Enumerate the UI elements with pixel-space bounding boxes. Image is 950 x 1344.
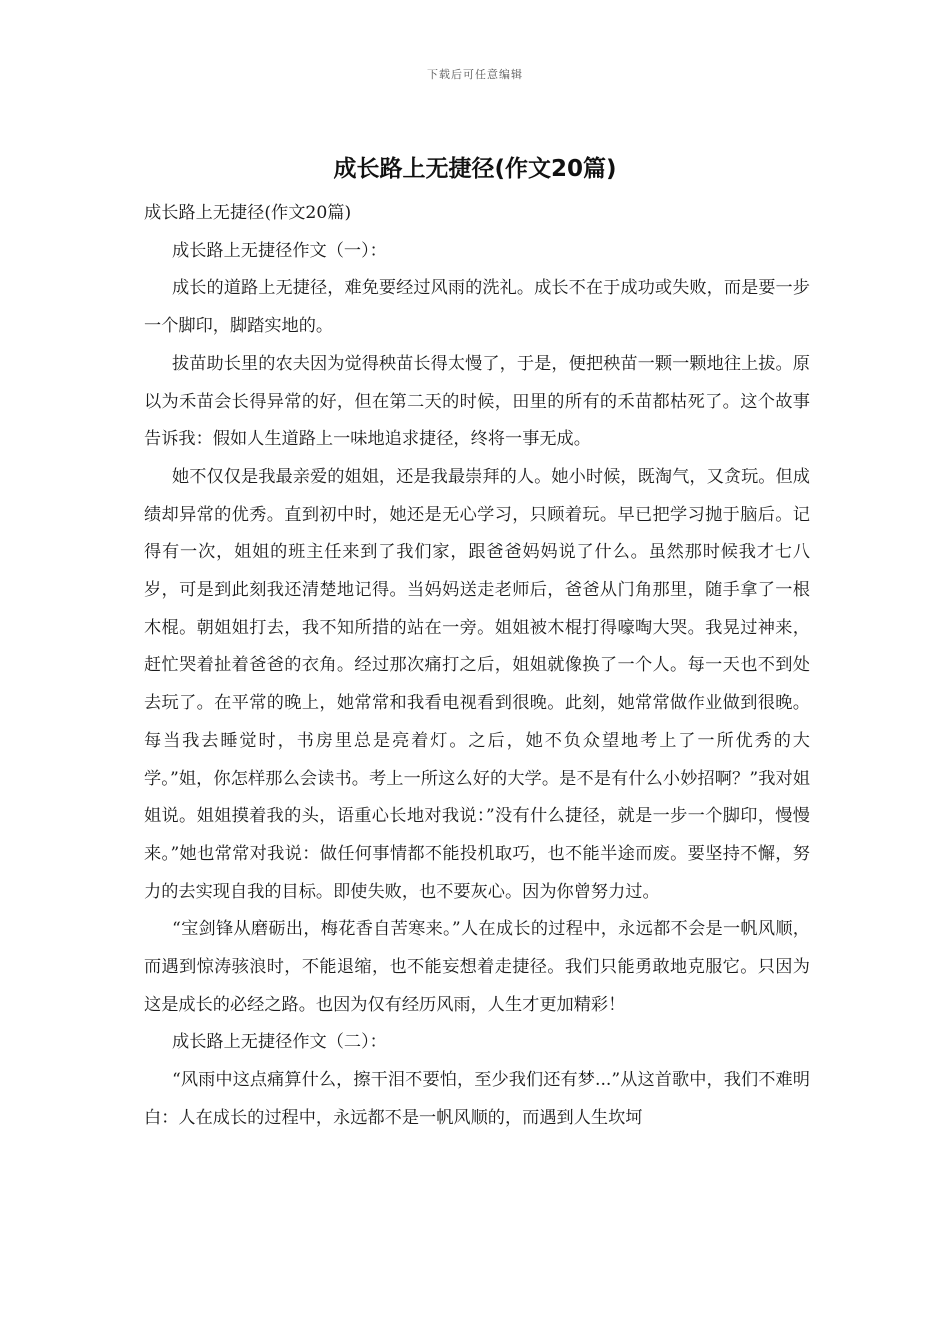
paragraph: 拔苗助长里的农夫因为觉得秧苗长得太慢了，于是，便把秧苗一颗一颗地往上拔。原以为禾苗会长得异常的好，但在第二天的时候，田里的所有的禾苗都枯死了。这个故事告诉我：假如人生道路上一味地追求捷径，终将一事无成。: [144, 353, 810, 450]
document-body: [144, 195, 810, 1138]
section-heading-2: 成长路上无捷径作文（二）：: [172, 1032, 387, 1053]
header-note: 下载后可任意编辑: [427, 68, 523, 81]
paragraph: 她不仅仅是我最亲爱的姐姐，还是我最崇拜的人。她小时候，既淘气，又贪玩。但成绩却异常的优秀。直到初中时，她还是无心学习，只顾着玩。早已把学习抛于脑后。记得有一次，姐姐的班主任来到了我们家，跟爸爸妈妈说了什么。虽然那时候我才七八岁，可是到此刻我还清楚地记得。当妈妈送走老师后，爸爸从门角那里，随手拿了一根木棍。朝姐姐打去，我不知所措的站在一旁。姐姐被木棍打得嚎啕大哭。我晃过神来，赶忙哭着扯着爸爸的衣角。经过那次痛打之后，姐姐就像换了一个人。每一天也不到处去玩了。在平常的晚上，她常常和我看电视看到很晚。此刻，她常常做作业做到很晚。每当我去睡觉时，书房里总是亮着灯。之后，她不负众望地考上了一所优秀的大学。”姐，你怎样那么会读书。考上一所这么好的大学。是不是有什么小妙招啊？”我对姐姐说。姐姐摸着我的头，语重心长地对我说：”没有什么捷径，就是一步一个脚印，慢慢来。”她也常常对我说：做任何事情都不能投机取巧，也不能半途而废。要坚持不懈，努力的去实现自我的目标。即使失败，也不要灰心。因为你曾努力过。: [144, 466, 810, 902]
paragraph: “风雨中这点痛算什么，擦干泪不要怕，至少我们还有梦...”从这首歌中，我们不难明白：人在成长的过程中，永远都不是一帆风顺的，而遇到人生坎坷: [144, 1070, 810, 1128]
paragraph: 成长的道路上无捷径，难免要经过风雨的洗礼。成长不在于成功或失败，而是要一步一个脚印，脚踏实地的。: [144, 278, 810, 337]
paragraph-subtitle: 成长路上无捷径(作文20篇): [144, 203, 352, 223]
section-heading-1: 成长路上无捷径作文（一）：: [172, 240, 387, 261]
paragraph: “宝剑锋从磨砺出，梅花香自苦寒来。”人在成长的过程中，永远都不会是一帆风顺，而遇到惊涛骇浪时，不能退缩，也不能妄想着走捷径。我们只能勇敢地克服它。只因为这是成长的必经之路。也因为仅有经历风雨，人生才更加精彩！: [144, 919, 810, 1015]
page-title: 成长路上无捷径(作文20篇): [333, 156, 617, 182]
